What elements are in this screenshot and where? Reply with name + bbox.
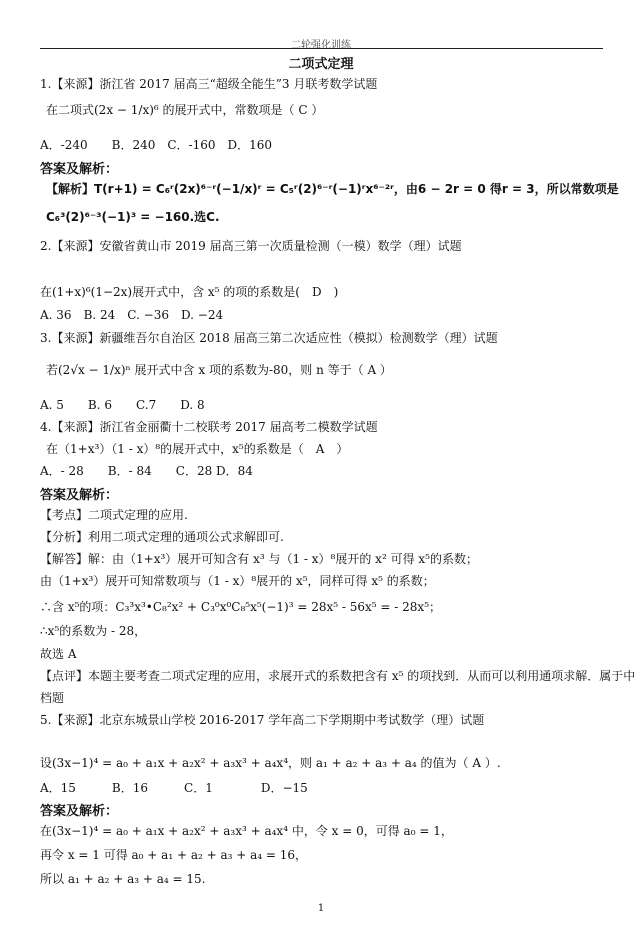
q4-solution-line: 【解答】解：由（1+x³）展开可知含有 x³ 与（1 - x）⁸展开的 x² 可得 x⁵的系数； — [40, 552, 478, 566]
q1-options: A．-240 B．240 C．-160 D．160 — [40, 138, 273, 152]
q3-source: 3.【来源】新疆维吾尔自治区 2018 届高三第二次适应性（模拟）检测数学（理）试题 — [40, 331, 498, 345]
q5-solution-line: 所以 a₁ + a₂ + a₃ + a₄ = 15. — [40, 872, 206, 886]
running-header: 二轮强化训练 — [291, 40, 351, 51]
q5-stem: 设(3x−1)⁴ = a₀ + a₁x + a₂x² + a₃x³ + a₄x⁴，则 a₁ + a₂ + a₃ + a₄ 的值为（ A ）. — [40, 756, 501, 770]
q4-solution-line: ∴x⁵的系数为 - 28， — [40, 624, 147, 638]
q4-solution-line: 由（1+x³）展开可知常数项与（1 - x）⁸展开的 x⁵，同样可得 x⁵ 的系数； — [40, 574, 435, 588]
q4-solution-line: 档题 — [40, 691, 65, 705]
q5-solution-line: 再令 x = 1 可得 a₀ + a₁ + a₂ + a₃ + a₄ = 16， — [40, 848, 308, 862]
q4-solution-line: 【考点】二项式定理的应用. — [40, 508, 188, 522]
q5-options: A．15 B．16 C．1 D．−15 — [40, 781, 308, 795]
answer-heading-1: 答案及解析： — [40, 162, 119, 177]
header-rule — [40, 48, 603, 49]
q2-stem: 在(1+x)⁶(1−2x)展开式中，含 x⁵ 的项的系数是( D ) — [40, 285, 339, 299]
q3-stem: 若(2√x − 1/x)ⁿ 展开式中含 x 项的系数为-80，则 n 等于（ A ） — [46, 363, 392, 377]
q4-solution-line: 【分析】利用二项式定理的通项公式求解即可. — [40, 530, 284, 544]
q5-source: 5.【来源】北京东城景山学校 2016-2017 学年高二下学期期中考试数学（理）试题 — [40, 713, 485, 727]
q2-options: A. 36 B. 24 C. −36 D. −24 — [40, 308, 224, 322]
q1-source: 1.【来源】浙江省 2017 届高三“超级全能生”3 月联考数学试题 — [40, 77, 378, 91]
q4-solution-line: 【点评】本题主要考查二项式定理的应用，求展开式的系数把含有 x⁵ 的项找到．从而可以利用通项求解．属于中 — [40, 669, 636, 683]
answer-heading-2: 答案及解析： — [40, 488, 119, 503]
page-title: 二项式定理 — [288, 57, 354, 72]
q4-options: A．- 28 B．- 84 C．28 D．84 — [40, 464, 253, 478]
answer-heading-3: 答案及解析： — [40, 804, 119, 819]
q2-source: 2.【来源】安徽省黄山市 2019 届高三第一次质量检测（一模）数学（理）试题 — [40, 239, 462, 253]
page-number: 1 — [317, 903, 325, 914]
q3-options: A. 5 B. 6 C.7 D. 8 — [40, 398, 205, 412]
q1-stem: 在二项式(2x − 1/x)⁶ 的展开式中，常数项是（ C ） — [46, 103, 324, 117]
q4-solution-line: 故选 A — [40, 647, 77, 661]
q5-solution-line: 在(3x−1)⁴ = a₀ + a₁x + a₂x² + a₃x³ + a₄x⁴ 中，令 x = 0，可得 a₀ = 1， — [40, 824, 453, 838]
q4-source: 4.【来源】浙江省金丽衢十二校联考 2017 届高考二模数学试题 — [40, 420, 378, 434]
q4-stem: 在（1+x³）（1 - x）⁸的展开式中，x⁵的系数是（ A ） — [46, 442, 349, 456]
q1-solution-line-2: C₆³(2)⁶⁻³(−1)³ = −160.选C. — [46, 210, 220, 224]
q1-solution-line-1: 【解析】T(r+1) = C₆ʳ(2x)⁶⁻ʳ(−1/x)ʳ = C₅ʳ(2)⁶⁻ʳ(−1)ʳx⁶⁻²ʳ，由6 − 2r = 0 得r = 3，所以常数项是 — [46, 182, 619, 196]
q4-solution-line: ∴含 x⁵的项：C₃³x³•C₈²x² + C₃⁰x⁰C₈⁵x⁵(−1)³ = 28x⁵ - 56x⁵ = - 28x⁵； — [40, 600, 442, 614]
